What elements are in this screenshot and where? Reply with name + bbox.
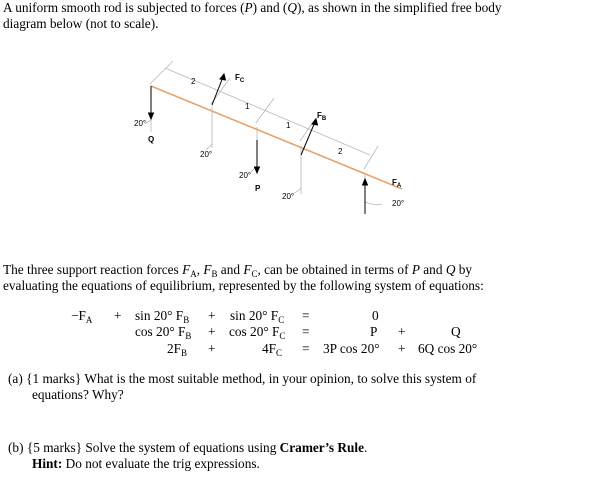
angle-label: 20° — [282, 192, 295, 201]
var-q: Q — [287, 0, 297, 15]
sub-b: B — [211, 269, 218, 279]
force-label-fb: $F_B$ — [317, 111, 327, 122]
p-arrowhead — [255, 167, 260, 173]
force-label-p: P — [255, 184, 261, 193]
dimension-label: 1 — [245, 102, 250, 111]
angle-label: 20° — [134, 119, 147, 128]
question-marks: {5 marks} — [26, 440, 83, 455]
question-marks: {1 marks} — [26, 371, 82, 386]
equation-system — [0, 308, 611, 358]
dimension-line — [165, 68, 370, 155]
force-label-fc: $F_C$ — [235, 73, 245, 84]
question-text: . — [363, 440, 368, 455]
description-text: and — [217, 262, 244, 277]
force-label-fa: $F_A$ — [392, 178, 402, 189]
description-text: by — [455, 262, 473, 277]
intro-paragraph — [3, 0, 563, 32]
angle-label: 20° — [392, 199, 405, 208]
sub-a: A — [190, 269, 197, 279]
system-description — [3, 262, 603, 294]
var-p: P — [244, 0, 253, 15]
eq2-op: + — [398, 324, 406, 339]
var-p: P — [411, 262, 420, 277]
eq2-rhs1: P — [370, 324, 378, 339]
hatch-line — [364, 146, 378, 169]
dimension-label: 2 — [338, 147, 343, 156]
fc-arrow-shaft — [212, 77, 223, 105]
question-b — [8, 440, 568, 472]
question-text: What is the most suitable method, in your opinion, to solve this system of — [81, 371, 477, 386]
intro-text: ), as shown in the simplified free body — [296, 0, 502, 15]
intro-text: ) and ( — [252, 0, 288, 15]
eq2-rhs2: Q — [451, 324, 461, 339]
sub-c: C — [251, 269, 258, 279]
description-text: , can be obtained in terms of — [257, 262, 412, 277]
eq1-equals: = — [302, 308, 310, 323]
force-label-q: Q — [148, 135, 155, 144]
var-q: Q — [445, 262, 456, 277]
question-text: equations? Why? — [32, 387, 124, 402]
angle-arc — [294, 188, 301, 193]
dimension-label: 2 — [191, 77, 196, 86]
angle-label: 20° — [239, 171, 252, 180]
hint-line — [8, 456, 568, 472]
fc-arrowhead — [220, 74, 226, 80]
eq3-op: + — [398, 341, 406, 356]
hint-text: Do not evaluate the trig expressions. — [62, 456, 260, 471]
question-bold-text: Cramer’s Rule — [279, 440, 364, 455]
eq2-term2: cos 20° $F_B$ — [135, 324, 192, 341]
eq3-rhs2: 6Q cos 20° — [418, 341, 478, 356]
eq3-term2: $2F_B$ — [167, 341, 188, 358]
fa-arrowhead — [363, 179, 368, 185]
intro-text: diagram below (not to scale). — [3, 16, 159, 31]
rod — [151, 86, 402, 189]
hatch-line — [150, 61, 173, 84]
question-marker: (a) — [8, 371, 23, 386]
eq1-rhs: 0 — [372, 308, 379, 323]
description-text: and — [419, 262, 446, 277]
question-text: Solve the system of equations using — [82, 440, 280, 455]
eq3-rhs1: 3P cos 20° — [323, 341, 380, 356]
eq3-equals: = — [302, 341, 310, 356]
eq3-op: + — [208, 341, 216, 356]
var-fc: F — [243, 262, 252, 277]
eq1-term1: $-F_A$ — [71, 308, 93, 325]
dimension-label: 1 — [286, 121, 291, 130]
eq3-term3: $4F_C$ — [262, 341, 283, 358]
description-text: The three support reaction forces — [3, 262, 183, 277]
description-text: evaluating the equations of equilibrium, represented by the following system of equations: — [3, 278, 484, 293]
hint-label: Hint: — [32, 456, 63, 471]
angle-label: 20° — [200, 150, 213, 159]
var-fa: F — [182, 262, 191, 277]
question-a — [8, 371, 568, 403]
free-body-diagram — [120, 56, 420, 226]
force-arrows — [149, 74, 368, 214]
dimension-lines — [145, 61, 382, 208]
eq1-op: + — [114, 308, 122, 323]
eq1-term3: sin 20° $F_C$ — [230, 308, 285, 325]
angle-arc — [365, 202, 382, 205]
description-text: , — [196, 262, 204, 277]
eq2-term3: cos 20° $F_C$ — [229, 324, 286, 341]
var-fb: F — [203, 262, 212, 277]
eq2-op: + — [208, 324, 216, 339]
question-marker: (b) — [8, 440, 24, 455]
q-arrowhead — [149, 113, 154, 119]
intro-text: A uniform smooth rod is subjected to forces ( — [3, 0, 245, 15]
eq1-term2: sin 20° $F_B$ — [135, 308, 190, 325]
eq2-equals: = — [302, 324, 310, 339]
eq1-op: + — [208, 308, 216, 323]
